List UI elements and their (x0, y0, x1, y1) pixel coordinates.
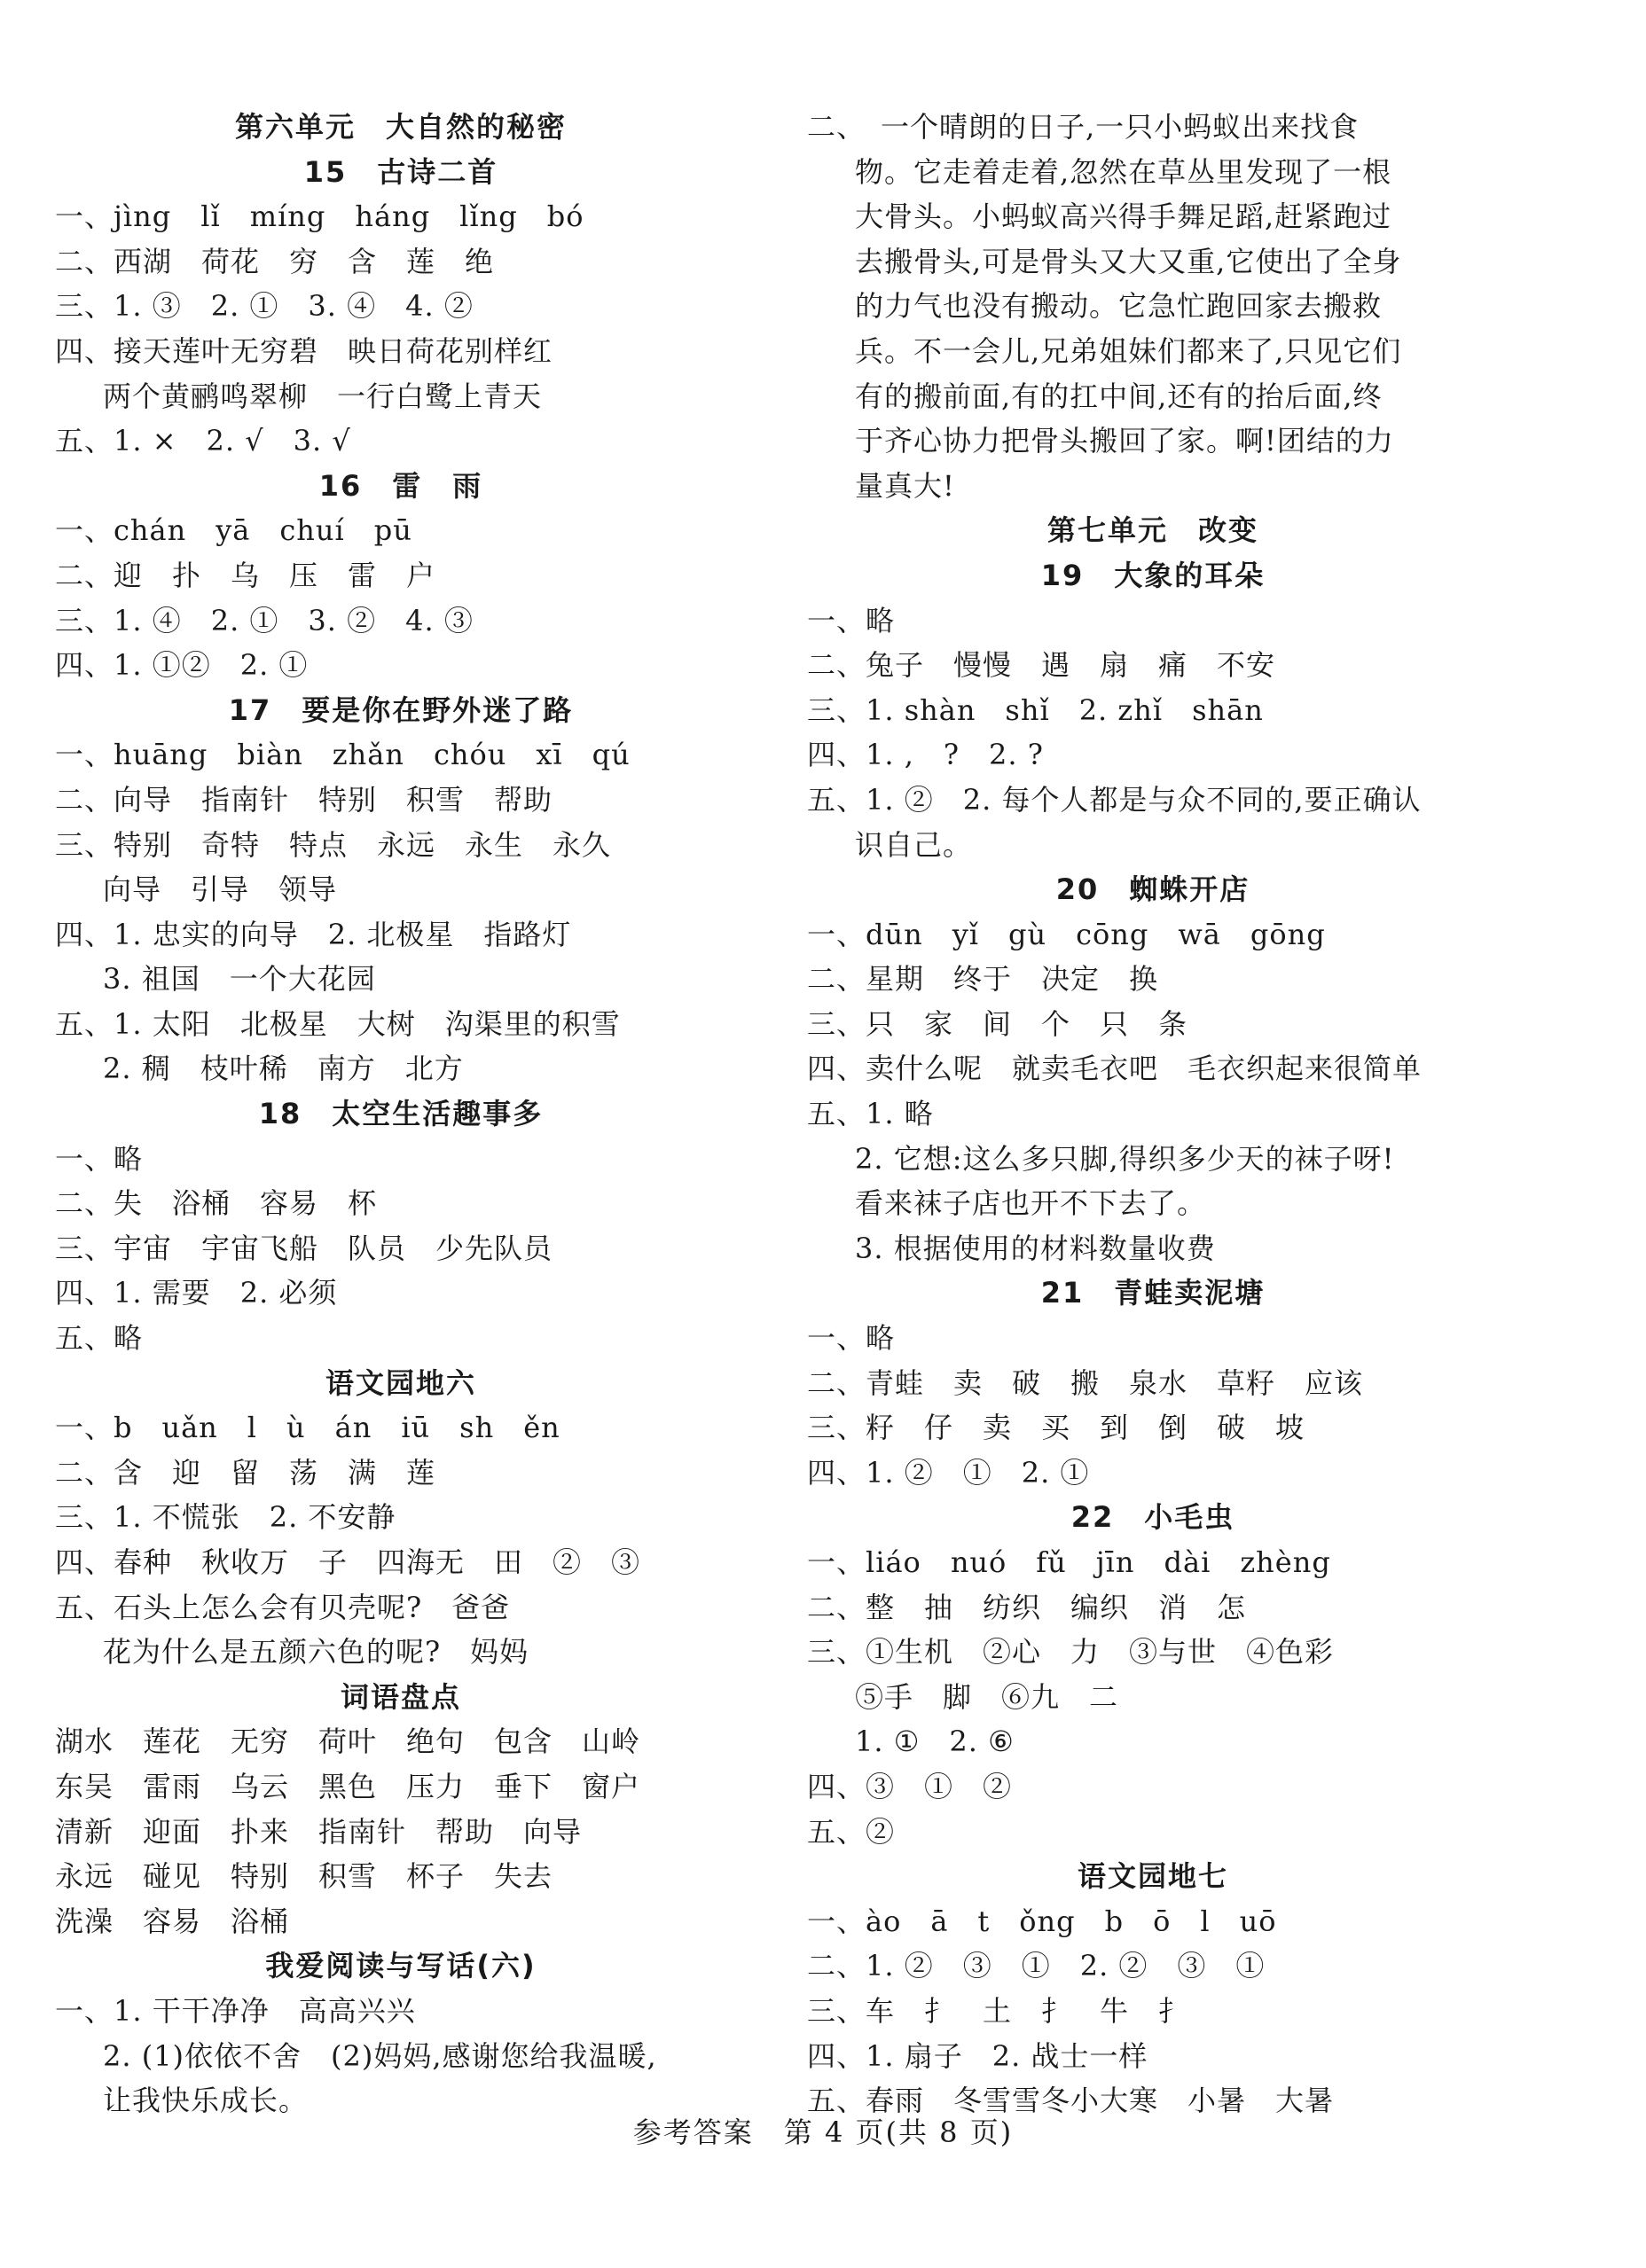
answer-line: 兵。不一会儿,兄弟姐妹们都来了,只见它们 (855, 333, 1402, 368)
section-heading: 16 雷 雨 (318, 468, 483, 503)
answer-line: 四、1. , ? 2. ? (807, 738, 1044, 772)
answer-line: 二、西湖 荷花 穷 含 莲 绝 (55, 244, 495, 278)
answer-line: 二、迎 扑 乌 压 雷 户 (55, 558, 436, 592)
answer-line: 一、huāng biàn zhǎn chóu xī qú (55, 738, 631, 772)
answer-line: 五、1. 太阳 北极星 大树 沟渠里的积雪 (55, 1006, 621, 1041)
answer-line: 五、春雨 冬雪雪冬小大寒 小暑 大暑 (807, 2084, 1335, 2118)
answer-line: 大骨头。小蚂蚁高兴得手舞足蹈,赶紧跑过 (855, 199, 1392, 234)
answer-line: 三、①生机 ②心 力 ③与世 ④色彩 (807, 1635, 1335, 1670)
section-heading: 20 蜘蛛开店 (1055, 872, 1250, 907)
answer-line: 四、1. ①② 2. ① (55, 648, 309, 683)
answer-line: 东吴 雷雨 乌云 黑色 压力 垂下 窗户 (55, 1769, 641, 1803)
answer-line: 去搬骨头,可是骨头又大又重,它使出了全身 (855, 244, 1402, 278)
answer-line: 三、宇宙 宇宙飞船 队员 少先队员 (55, 1231, 553, 1265)
answer-line: ⑤手 脚 ⑥九 二 (855, 1679, 1119, 1714)
answer-line: 一、略 (807, 603, 896, 637)
answer-line: 一、liáo nuó fǔ jīn dài zhèng (807, 1545, 1331, 1579)
answer-line: 二、青蛙 卖 破 搬 泉水 草籽 应该 (807, 1365, 1364, 1400)
answer-line: 二、含 迎 留 荡 满 莲 (55, 1455, 436, 1490)
answer-line: 一、dūn yǐ gù cōng wā gōng (807, 917, 1326, 951)
answer-line: 四、1. 忠实的向导 2. 北极星 指路灯 (55, 917, 572, 951)
answer-line: 三、1. ③ 2. ① 3. ④ 4. ② (55, 289, 474, 324)
answer-line: 两个黄鹂鸣翠柳 一行白鹭上青天 (103, 379, 543, 413)
answer-line: 五、② (807, 1814, 896, 1849)
answer-line: 五、1. ② 2. 每个人都是与众不同的,要正确认 (807, 782, 1422, 817)
section-heading: 词语盘点 (340, 1679, 461, 1714)
answer-line: 识自己。 (855, 827, 973, 862)
section-heading: 第六单元 大自然的秘密 (234, 110, 567, 144)
answer-line: 四、卖什么呢 就卖毛衣吧 毛衣织起来很简单 (807, 1052, 1423, 1086)
section-heading: 我爱阅读与写话(六) (265, 1949, 537, 1983)
answer-line: 五、略 (55, 1321, 144, 1356)
section-heading: 语文园地七 (1077, 1859, 1228, 1894)
section-heading: 第七单元 改变 (1046, 513, 1258, 548)
answer-line: 一、chán yā chuí pū (55, 513, 412, 548)
section-heading: 22 小毛虫 (1070, 1500, 1235, 1535)
answer-line: 2. 它想:这么多只脚,得织多少天的袜子呀! (855, 1141, 1395, 1176)
answer-line: 三、车 扌 土 扌 牛 扌 (807, 1993, 1188, 2028)
answer-line: 一、略 (55, 1141, 144, 1176)
section-heading: 21 青蛙卖泥塘 (1040, 1276, 1266, 1310)
answer-line: 清新 迎面 扑来 指南针 帮助 向导 (55, 1814, 583, 1849)
answer-line: 五、石头上怎么会有贝壳呢? 爸爸 (55, 1590, 511, 1624)
answer-line: 四、1. 需要 2. 必须 (55, 1276, 338, 1310)
answer-line: 1. ① 2. ⑥ (855, 1724, 1015, 1759)
answer-line: 三、1. ④ 2. ① 3. ② 4. ③ (55, 603, 474, 637)
section-heading: 15 古诗二首 (303, 154, 498, 189)
answer-line: 二、星期 终于 决定 换 (807, 962, 1159, 997)
answer-line: 物。它走着走着,忽然在草丛里发现了一根 (855, 154, 1392, 189)
answer-line: 四、春种 秋收万 子 四海无 田 ② ③ (55, 1545, 641, 1579)
answer-line: 3. 根据使用的材料数量收费 (855, 1231, 1216, 1265)
answer-line: 三、只 家 间 个 只 条 (807, 1006, 1188, 1041)
section-heading: 17 要是你在野外迷了路 (228, 692, 574, 727)
answer-line: 三、籽 仔 卖 买 到 倒 破 坡 (807, 1411, 1305, 1445)
answer-line: 二、失 浴桶 容易 杯 (55, 1186, 378, 1221)
answer-line: 四、③ ① ② (807, 1769, 1013, 1803)
answer-line: 五、1. × 2. √ 3. √ (55, 424, 351, 458)
answer-line: 看来袜子店也开不下去了。 (855, 1186, 1207, 1221)
answer-line: 三、1. shàn shǐ 2. zhǐ shān (807, 692, 1264, 727)
answer-line: 二、兔子 慢慢 遇 扇 痛 不安 (807, 648, 1276, 683)
answer-line: 2. (1)依依不舍 (2)妈妈,感谢您给我温暖, (103, 2038, 657, 2073)
answer-line: 二、1. ② ③ ① 2. ② ③ ① (807, 1949, 1266, 1983)
answer-line: 五、1. 略 (807, 1097, 934, 1131)
answer-line: 2. 稠 枝叶稀 南方 北方 (103, 1052, 464, 1086)
answer-line: 于齐心协力把骨头搬回了家。啊!团结的力 (855, 424, 1394, 458)
answer-line: 三、1. 不慌张 2. 不安静 (55, 1500, 396, 1535)
answer-line: 一、ào ā t ǒng b ō l uō (807, 1904, 1277, 1938)
answer-line: 二、 一个晴朗的日子,一只小蚂蚁出来找食 (807, 110, 1360, 144)
right-column (807, 105, 1499, 2123)
answer-line: 四、接天莲叶无穷碧 映日荷花别样红 (55, 333, 553, 368)
page-footer: 参考答案 第 4 页(共 8 页) (632, 2115, 1014, 2149)
answer-line: 一、1. 干干净净 高高兴兴 (55, 1993, 416, 2028)
section-heading: 18 太空生活趣事多 (258, 1097, 544, 1131)
answer-line: 四、1. ② ① 2. ① (807, 1455, 1090, 1490)
answer-line: 的力气也没有搬动。它急忙跑回家去搬救 (855, 289, 1383, 324)
answer-line: 二、整 抽 纺织 编织 消 怎 (807, 1590, 1247, 1624)
answer-line: 三、特别 奇特 特点 永远 永生 永久 (55, 827, 612, 862)
answer-line: 洗澡 容易 浴桶 (55, 1904, 290, 1938)
answer-line: 二、向导 指南针 特别 积雪 帮助 (55, 782, 553, 817)
answer-line: 一、jìng lǐ míng háng lǐng bó (55, 199, 584, 234)
answer-line: 3. 祖国 一个大花园 (103, 962, 376, 997)
left-column (55, 105, 747, 2123)
answer-line: 花为什么是五颜六色的呢? 妈妈 (103, 1635, 529, 1670)
answer-line: 有的搬前面,有的扛中间,还有的抬后面,终 (855, 379, 1383, 413)
section-heading: 语文园地六 (325, 1365, 476, 1400)
answer-line: 永远 碰见 特别 积雪 杯子 失去 (55, 1859, 553, 1894)
answer-line: 向导 引导 领导 (103, 872, 338, 907)
answer-line: 四、1. 扇子 2. 战士一样 (807, 2038, 1148, 2073)
answer-line: 量真大! (855, 468, 955, 503)
answer-line: 湖水 莲花 无穷 荷叶 绝句 包含 山岭 (55, 1724, 641, 1759)
answer-line: 一、b uǎn l ù án iū sh ěn (55, 1411, 560, 1445)
section-heading: 19 大象的耳朵 (1040, 558, 1266, 592)
answer-line: 一、略 (807, 1321, 896, 1356)
answer-line: 让我快乐成长。 (103, 2084, 309, 2118)
